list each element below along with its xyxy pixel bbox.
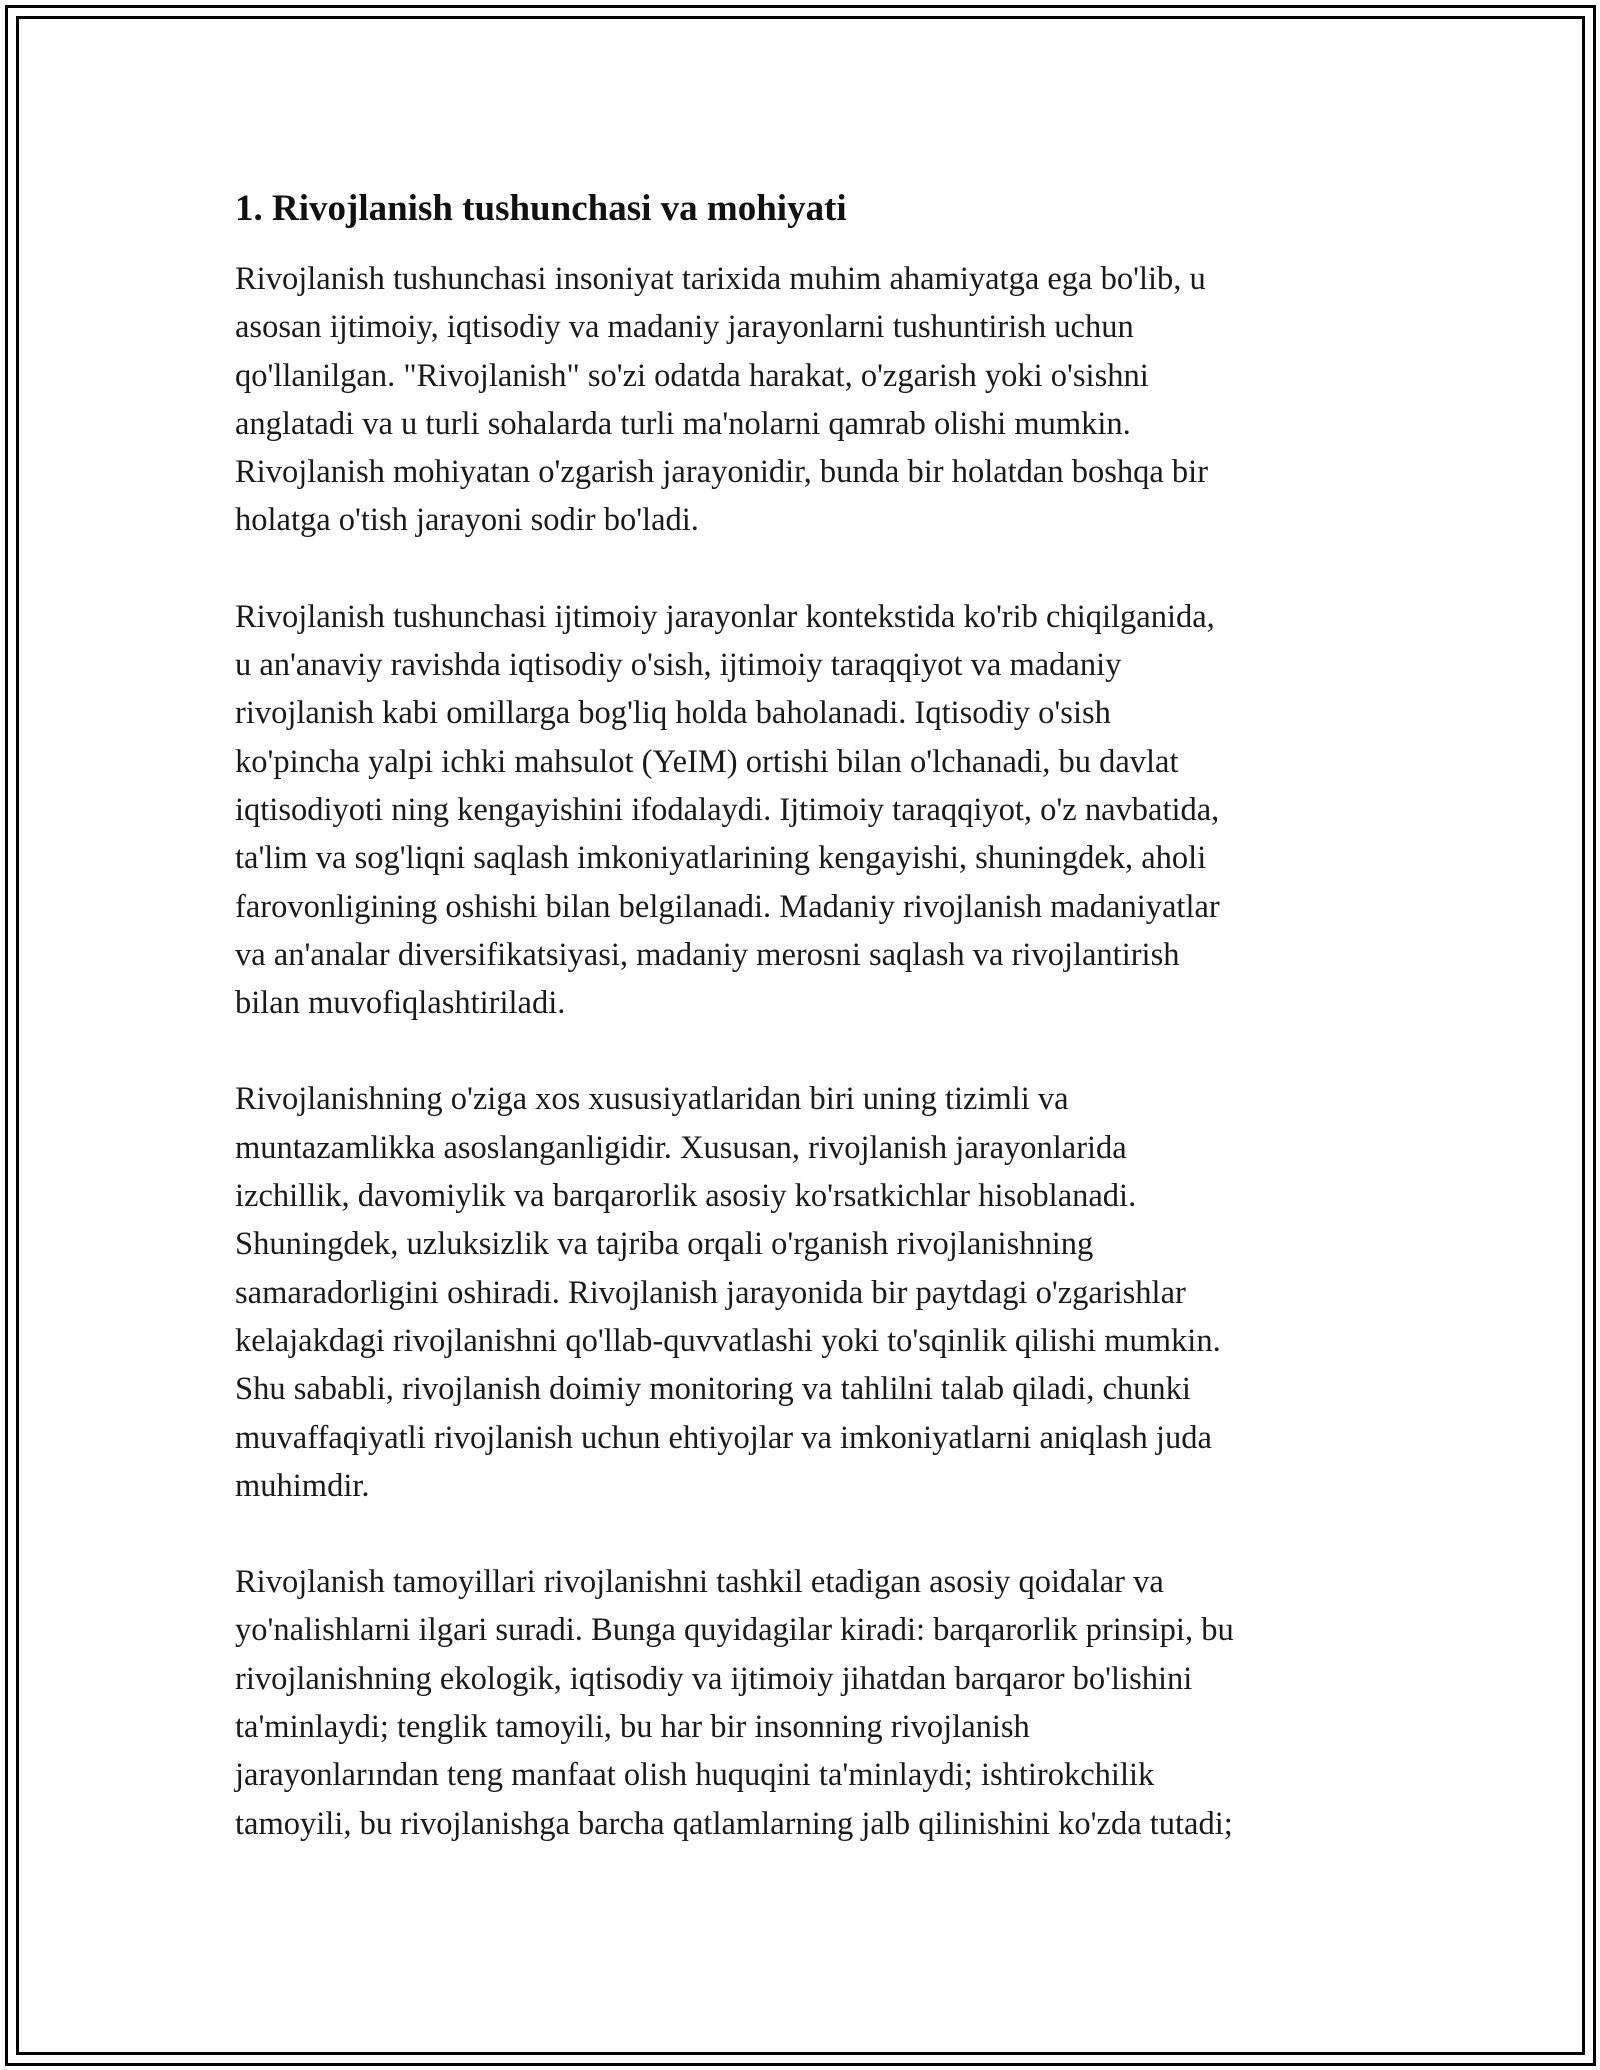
text-line: yo'nalishlarni ilgari suradi. Bunga quyidagilar kiradi: barqarorlik prinsipi, bu xyxy=(235,1612,1234,1649)
paragraph-4 xyxy=(235,1558,1375,1848)
paragraph-2 xyxy=(235,593,1375,1028)
text-line: muvaffaqiyatli rivojlanish uchun ehtiyojlar va imkoniyatlarni aniqlash juda xyxy=(235,1419,1212,1456)
paragraph-3 xyxy=(235,1075,1375,1510)
section-heading: 1. Rivojlanish tushunchasi va mohiyati xyxy=(235,188,847,229)
text-line: Rivojlanish tushunchasi insoniyat tarixida muhim ahamiyatga ega bo'lib, u xyxy=(235,261,1206,297)
text-line: rivojlanish kabi omillarga bog'liq holda baholanadi. Iqtisodiy o'sish xyxy=(235,695,1111,732)
text-line: jarayonlarından teng manfaat olish huquqini ta'minlaydi; ishtirokchilik xyxy=(235,1757,1155,1794)
text-line: iqtisodiyoti ning kengayishini ifodalaydi. Ijtimoiy taraqqiyot, o'z navbatida, xyxy=(235,791,1220,828)
text-line: Rivojlanish tamoyillari rivojlanishni tashkil etadigan asosiy qoidalar va xyxy=(235,1564,1164,1601)
text-line: ta'minlaydi; tenglik tamoyili, bu har bir insonning rivojlanish xyxy=(235,1709,1030,1746)
text-line: va an'analar diversifikatsiyasi, madaniy merosni saqlash va rivojlantirish xyxy=(235,936,1180,973)
text-line: holatga o'tish jarayoni sodir bo'ladi. xyxy=(235,502,699,539)
text-line: samaradorligini oshiradi. Rivojlanish jarayonida bir paytdagi o'zgarishlar xyxy=(235,1274,1186,1311)
text-line: kelajakdagi rivojlanishni qo'llab-quvvatlashi yoki to'sqinlik qilishi mumkin. xyxy=(235,1322,1221,1359)
document-body xyxy=(235,185,1375,1896)
text-line: tamoyili, bu rivojlanishga barcha qatlamlarning jalb qilinishini ko'zda tutadi; xyxy=(235,1805,1233,1842)
text-line: muntazamlikka asoslanganligidir. Xususan, rivojlanish jarayonlarida xyxy=(235,1129,1127,1166)
text-line: anglatadi va u turli sohalarda turli ma'nolarni qamrab olishi mumkin. xyxy=(235,405,1131,442)
text-line: asosan ijtimoiy, iqtisodiy va madaniy jarayonlarni tushuntirish uchun xyxy=(235,309,1134,346)
text-line: u an'anaviy ravishda iqtisodiy o'sish, ijtimoiy taraqqiyot va madaniy xyxy=(235,647,1122,684)
text-line: Shu sababli, rivojlanish doimiy monitoring va tahlilni talab qiladi, chunki xyxy=(235,1371,1191,1408)
text-line: ko'pincha yalpi ichki mahsulot (YeIM) ortishi bilan o'lchanadi, bu davlat xyxy=(235,743,1179,780)
text-line: bilan muvofiqlashtiriladi. xyxy=(235,985,566,1022)
text-line: qo'llanilgan. "Rivojlanish" so'zi odatda harakat, o'zgarish yoki o'sishni xyxy=(235,357,1149,394)
text-line: rivojlanishning ekologik, iqtisodiy va ijtimoiy jihatdan barqaror bo'lishini xyxy=(235,1660,1193,1697)
text-line: muhimdir. xyxy=(235,1467,370,1504)
text-line: Rivojlanish tushunchasi ijtimoiy jarayonlar kontekstida ko'rib chiqilganida, xyxy=(235,598,1215,635)
text-line: farovonligining oshishi bilan belgilanadi. Madaniy rivojlanish madaniyatlar xyxy=(235,888,1220,925)
text-line: Rivojlanishning o'ziga xos xususiyatlaridan biri uning tizimli va xyxy=(235,1081,1069,1118)
text-line: ta'lim va sog'liqni saqlash imkoniyatlarining kengayishi, shuningdek, aholi xyxy=(235,840,1207,877)
paragraph-1 xyxy=(235,255,1375,545)
text-line: Rivojlanish mohiyatan o'zgarish jarayonidir, bunda bir holatdan boshqa bir xyxy=(235,454,1209,491)
text-line: izchillik, davomiylik va barqarorlik asosiy ko'rsatkichlar hisoblanadi. xyxy=(235,1178,1137,1215)
text-line: Shuningdek, uzluksizlik va tajriba orqali o'rganish rivojlanishning xyxy=(235,1226,1094,1263)
